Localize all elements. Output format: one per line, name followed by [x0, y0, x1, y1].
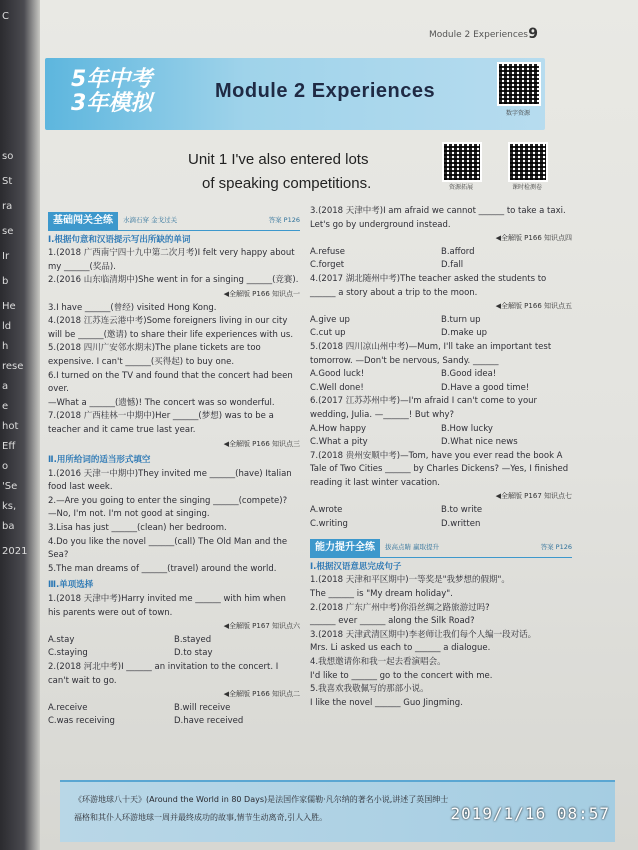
brand-logo	[61, 62, 181, 122]
question: I like the novel ______ Guo Jingming.	[310, 697, 463, 708]
question: 5.The man dreams of ______(travel) around the world.	[48, 563, 277, 574]
option: C.Well done!	[310, 382, 364, 393]
edge-text: Ir	[2, 251, 10, 262]
qr-code-icon[interactable]	[442, 142, 482, 182]
options	[310, 327, 572, 341]
page-number: 9	[528, 26, 538, 42]
option: D.written	[441, 518, 481, 529]
option: C.was receiving	[48, 716, 115, 727]
qr-label: 课时检测卷	[511, 184, 542, 191]
section-title: 基础闯关全练	[48, 212, 118, 230]
question: 2.—Are you going to enter the singing ______(compete)?	[48, 495, 288, 506]
ref-note: ◀全解版 P167 知识点六	[223, 622, 300, 631]
edge-text: so	[2, 151, 14, 162]
qr-label: 资源拓展	[448, 184, 473, 191]
edge-text: Eff	[2, 441, 16, 452]
option: C.cut up	[310, 328, 346, 339]
edge-text: h	[2, 341, 9, 352]
answer-ref: 答案 P126	[268, 216, 300, 224]
option: A.refuse	[310, 246, 345, 257]
unit-title-line2: of speaking competitions.	[202, 175, 372, 192]
left-column	[48, 212, 300, 729]
options	[310, 246, 572, 260]
option: D.make up	[441, 328, 488, 339]
part-title: Ⅰ.根据汉语意思完成句子	[310, 561, 402, 572]
qr-code-icon[interactable]	[497, 62, 541, 106]
question: 5.我喜欢我敬佩写的那部小说。	[310, 684, 429, 695]
option: B.How lucky	[441, 423, 493, 434]
option: B.will receive	[174, 702, 231, 713]
edge-text: b	[2, 276, 9, 287]
unit-title-line1: Unit 1 I've also entered lots	[188, 151, 369, 168]
ref-note: ◀全解版 P166 知识点二	[223, 690, 300, 699]
question: 4.(2017 湖北随州中考)The teacher asked the students to ______ a story about a trip to the moon.	[310, 273, 547, 298]
option: B.turn up	[441, 314, 481, 325]
option: D.fall	[441, 260, 464, 271]
part-title: Ⅲ.单项选择	[48, 580, 94, 591]
question: 1.(2016 天津一中期中)They invited me ______(have) Italian food last week.	[48, 468, 292, 493]
option: A.stay	[48, 634, 75, 645]
question: 6.(2017 江苏苏州中考)—I'm afraid I can't come to your wedding, Julia. —______! But why?	[310, 396, 538, 420]
edge-text: hot	[2, 421, 19, 432]
logo-line1: 5年中考	[71, 67, 153, 92]
section-header	[48, 212, 300, 231]
option: D.have received	[174, 716, 244, 727]
option: A.receive	[48, 702, 88, 713]
option: C.staying	[48, 648, 88, 659]
option: A.Good luck!	[310, 369, 365, 380]
qr-code-icon[interactable]	[508, 142, 548, 182]
part-title: Ⅰ.根据句意和汉语提示写出所缺的单词	[48, 234, 191, 245]
question: 5.(2018 四川广安邻水期末)The plane tickets are too expensive. I can't ______(买得起) to buy one.	[48, 343, 261, 367]
ref-note: ◀全解版 P166 知识点一	[223, 289, 300, 298]
option: A.How happy	[310, 423, 367, 434]
edge-text: e	[2, 401, 9, 412]
options	[310, 518, 572, 532]
question: 7.(2018 广西桂林一中期中)Her ______(梦想) was to be a teacher and it came true last year.	[48, 411, 274, 435]
question: 3.I have ______(曾经) visited Hong Kong.	[48, 302, 217, 313]
section-motto: 拔高点睛 赢取提升	[385, 543, 440, 552]
book-page	[40, 0, 638, 850]
question: 4.(2018 江苏连云港中考)Some foreigners living in our city will be ______(邀请) to share their life experiences with us.	[48, 316, 294, 340]
question: 3.Lisa has just ______(clean) her bedroom.	[48, 523, 227, 534]
question: Mrs. Li asked us each to ______ a dialogue.	[310, 643, 491, 654]
answer-ref: 答案 P126	[540, 543, 572, 552]
edge-text: o	[2, 461, 9, 472]
question: 7.(2018 贵州安顺中考)—Tom, have you ever read the book A Tale of Two Cities ______ by Charles Dickens? —Yes, I finished reading it last winter vacation.	[310, 450, 569, 488]
question: 5.(2018 四川凉山州中考)—Mum, I'll take an important test tomorrow. —Don't be nervous, Sandy. ______	[310, 341, 552, 366]
edge-text: ld	[2, 321, 12, 332]
module-title: Module 2 Experiences	[215, 80, 436, 102]
question: 2.(2016 山东临清期中)She went in for a singing ______(竞赛).	[48, 275, 299, 286]
section-title: 能力提升全练	[310, 539, 380, 557]
option: C.writing	[310, 518, 348, 529]
options	[48, 715, 300, 729]
option: D.What nice news	[441, 437, 518, 448]
edge-text: ba	[2, 521, 15, 532]
edge-text: 'Se	[2, 481, 18, 492]
options	[310, 314, 572, 328]
ref-note: ◀全解版 P166 知识点三	[223, 439, 300, 448]
option: A.give up	[310, 314, 350, 325]
part-title: Ⅱ.用所给词的适当形式填空	[48, 455, 151, 466]
edge-text: St	[2, 176, 13, 187]
option: C.What a pity	[310, 437, 368, 448]
options	[310, 259, 572, 273]
running-head: Module 2 Experiences	[428, 30, 528, 40]
edge-text: He	[2, 301, 16, 312]
photo-timestamp: 2019/1/16 08:57	[450, 804, 610, 823]
question: 4.我想邀请你和我一起去看演唱会。	[310, 657, 446, 667]
question: I'd like to ______ go to the concert with me.	[310, 670, 493, 681]
question: 6.I turned on the TV and found that the concert had been over.	[48, 370, 293, 395]
edge-text: ks,	[2, 501, 17, 512]
option: B.to write	[441, 505, 483, 516]
section-motto: 水滴石穿 金戈过关	[123, 216, 178, 224]
question: The ______ is "My dream holiday".	[310, 589, 453, 600]
module-banner	[45, 58, 545, 130]
option: D.Have a good time!	[441, 382, 530, 393]
options	[48, 702, 300, 716]
ref-note: ◀全解版 P166 知识点五	[495, 302, 572, 311]
option: B.Good idea!	[441, 369, 497, 380]
question: 3.(2018 天津中考)I am afraid we cannot ______ to take a taxi. Let's go by underground instead.	[310, 206, 566, 230]
edge-text: se	[2, 226, 14, 237]
question: ______ ever ______ along the Silk Road?	[310, 616, 475, 627]
unit-title	[188, 148, 418, 196]
footer-line: 福格和其仆人环游地球一周并最终成功的故事,情节生动离奇,引人入胜。	[74, 813, 328, 822]
question: 2.(2018 广东广州中考)你沿丝绸之路旅游过吗?	[310, 602, 490, 613]
question: 3.(2018 天津武清区期中)李老师让我们每个人编一段对话。	[310, 629, 537, 640]
option: D.to stay	[174, 648, 213, 659]
options	[48, 647, 300, 661]
option: A.wrote	[310, 505, 343, 516]
edge-text: rese	[2, 361, 24, 372]
logo-line2: 3年模拟	[71, 91, 153, 116]
option: B.afford	[441, 246, 475, 257]
edge-text: ra	[2, 201, 13, 212]
edge-text: a	[2, 381, 9, 392]
ref-note: ◀全解版 P166 知识点四	[495, 234, 572, 243]
options	[48, 634, 300, 648]
question: 1.(2018 广西南宁四十九中第二次月考)I felt very happy about my ______(奖品).	[48, 248, 295, 272]
question: —What a ______(遗憾)! The concert was so wonderful.	[48, 397, 275, 408]
question: 1.(2018 天津和平区期中)一等奖是"我梦想的假期"。	[310, 575, 510, 586]
section-header	[310, 539, 572, 558]
option: B.stayed	[174, 634, 212, 645]
options	[310, 368, 572, 382]
question: 4.Do you like the novel ______(call) The Old Man and the Sea?	[48, 536, 288, 561]
options	[310, 382, 572, 396]
edge-text: C	[2, 11, 9, 22]
book-spine-edge	[0, 0, 40, 850]
options	[310, 423, 572, 437]
edge-text: 2021	[2, 546, 28, 557]
options	[310, 504, 572, 518]
question: —No, I'm not. I'm not good at singing.	[48, 509, 210, 520]
option: C.forget	[310, 260, 345, 271]
question: 1.(2018 天津中考)Harry invited me ______ with him when his parents were out of town.	[48, 594, 286, 618]
question: 2.(2018 河北中考)I ______ an invitation to the concert. I can't wait to go.	[48, 662, 279, 686]
qr-label: 数字资源	[505, 110, 530, 117]
footer-line: 《环游地球八十天》(Around the World in 80 Days)是法国作家儒勒·凡尔纳的著名小说,讲述了英国绅士	[74, 795, 449, 804]
options	[310, 436, 572, 450]
ref-note: ◀全解版 P167 知识点七	[495, 492, 572, 501]
right-column	[310, 205, 572, 710]
